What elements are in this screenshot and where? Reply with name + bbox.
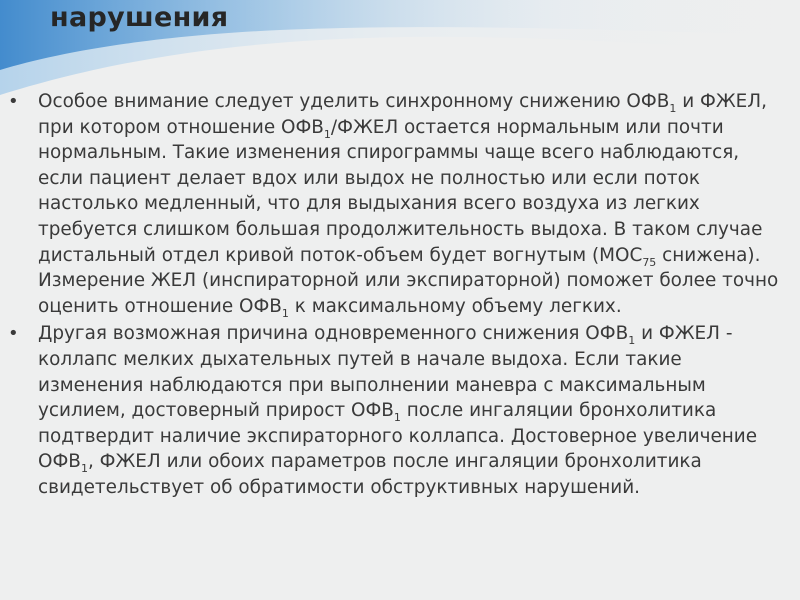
slide-title: нарушения: [50, 2, 229, 33]
bullet-marker: •: [8, 91, 19, 112]
bullet-marker: •: [8, 323, 19, 345]
bullet-item-1: • Особое внимание следует уделить синхронному снижению $ОФВ_1$ и ФЖЕЛ, при котором отношение $ОФВ_1$/ФЖЕЛ остается нормальным или почти нормальным. Такие изменения спирограммы чаще всего наблюдаются, если пациент делает вдох или выдох не полностью или если поток настолько медленный, что для выдыхания всего воздуха из легких требуется слишком большая продолжительность выдоха. В таком случае дистальный отдел кривой поток-объем будет вогнутым ($МОС_{75}$ снижена). Измерение ЖЕЛ (инспираторной или экспираторной) поможет более точно оценить отношение $ОФВ_1$ к максимальному объему легких.: [8, 91, 779, 320]
bullet-item-2: • Другая возможная причина одновременного снижения $ОФВ_1$ и ФЖЕЛ - коллапс мелких дыхательных путей в начале выдоха. Если такие изменения наблюдаются при выполнении маневра с максимальным усилием, достоверный прирост $ОФВ_1$ после ингаляции бронхолитика подтвердит наличие экспираторного коллапса. Достоверное увеличение $ОФВ_1$, ФЖЕЛ или обоих параметров после ингаляции бронхолитика свидетельствует об обратимости обструктивных нарушений.: [8, 323, 758, 498]
slide-body: [8, 89, 790, 501]
